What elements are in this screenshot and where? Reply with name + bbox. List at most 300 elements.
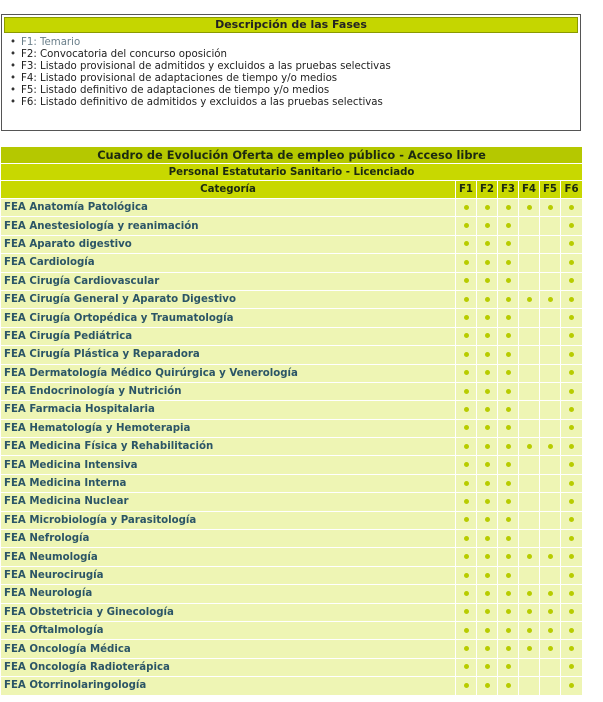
phase-cell-f4 [519,676,540,694]
phase-cell-f5 [540,676,561,694]
phase-cell-f1 [456,253,477,271]
phase-dot-icon [506,609,511,614]
category-link[interactable]: FEA Medicina Física y Rehabilitación [1,437,456,455]
category-link[interactable]: FEA Cirugía Plástica y Reparadora [1,345,456,363]
phase-dot-icon [569,683,574,688]
phase-cell-f5 [540,492,561,510]
phase-empty-icon [527,481,532,486]
phase-dot-icon [506,591,511,596]
phase-empty-icon [527,407,532,412]
phase-dot-icon [485,425,490,430]
phase-dot-icon [506,481,511,486]
category-link[interactable]: FEA Neumología [1,547,456,565]
phase-cell-f3 [498,529,519,547]
phase-dot-icon [506,241,511,246]
phase-cell-f2 [477,419,498,437]
category-link[interactable]: FEA Neurología [1,584,456,602]
phase-dot-icon [569,517,574,522]
phase-dot-icon [569,352,574,357]
phase-cell-f4 [519,345,540,363]
table-row [1,455,582,473]
category-link[interactable]: FEA Microbiología y Parasitología [1,511,456,529]
bullet-icon: • [10,61,17,72]
table-row [1,272,582,290]
phase-cell-f2 [477,253,498,271]
phase-cell-f2 [477,529,498,547]
phase-cell-f2 [477,327,498,345]
category-link[interactable]: FEA Oftalmología [1,621,456,639]
phase-dot-icon [464,241,469,246]
column-header-f2: F2 [477,181,498,198]
phase-cell-f5 [540,455,561,473]
phase-cell-f5 [540,474,561,492]
phase-dot-icon [485,333,490,338]
phase-cell-f3 [498,327,519,345]
phase-cell-f2 [477,639,498,657]
phase-cell-f2 [477,345,498,363]
phase-dot-icon [464,223,469,228]
phase-cell-f5 [540,419,561,437]
phase-dot-icon [506,517,511,522]
column-header-category: Categoría [1,181,456,198]
phase-dot-icon [464,297,469,302]
phase-empty-icon [548,223,553,228]
phase-cell-f4 [519,290,540,308]
phase-dot-icon [548,628,553,633]
phase-empty-icon [548,407,553,412]
phase-cell-f6 [561,474,582,492]
phase-cell-f6 [561,529,582,547]
phase-dot-icon [548,554,553,559]
phase-cell-f6 [561,364,582,382]
phase-cell-f6 [561,437,582,455]
phase-dot-icon [569,205,574,210]
phase-cell-f4 [519,621,540,639]
category-link[interactable]: FEA Anatomía Patológica [1,198,456,216]
phase-cell-f4 [519,198,540,216]
phase-cell-f2 [477,272,498,290]
phase-dot-icon [569,260,574,265]
phase-cell-f3 [498,216,519,234]
phase-cell-f2 [477,400,498,418]
phase-cell-f4 [519,253,540,271]
phase-dot-icon [527,628,532,633]
phase-cell-f2 [477,437,498,455]
phase-dot-icon [464,278,469,283]
phase-dot-icon [569,444,574,449]
phase-cell-f1 [456,216,477,234]
phase-cell-f2 [477,676,498,694]
category-link[interactable]: FEA Obstetricia y Ginecología [1,603,456,621]
phase-empty-icon [527,278,532,283]
table-row [1,639,582,657]
phase-cell-f5 [540,566,561,584]
phase-cell-f5 [540,400,561,418]
phase-cell-f1 [456,639,477,657]
table-row [1,603,582,621]
phase-cell-f3 [498,547,519,565]
phase-cell-f3 [498,400,519,418]
phase-dot-icon [569,481,574,486]
phase-dot-icon [464,628,469,633]
phase-cell-f1 [456,419,477,437]
phase-cell-f5 [540,235,561,253]
phase-dot-icon [464,499,469,504]
phase-empty-icon [527,352,532,357]
phase-empty-icon [548,352,553,357]
category-link[interactable]: FEA Oncología Radioterápica [1,658,456,676]
phase-dot-icon [485,297,490,302]
phase-cell-f5 [540,658,561,676]
phase-empty-icon [527,462,532,467]
table-row [1,529,582,547]
phase-empty-icon [527,536,532,541]
phase-cell-f6 [561,603,582,621]
phase-cell-f4 [519,419,540,437]
table-subtitle: Personal Estatutario Sanitario - Licenciado [1,164,582,181]
phase-dot-icon [569,297,574,302]
phase-cell-f4 [519,511,540,529]
phase-cell-f6 [561,547,582,565]
phase-cell-f2 [477,382,498,400]
phase-dot-icon [506,297,511,302]
phase-dot-icon [569,536,574,541]
phase-cell-f3 [498,308,519,326]
table-row [1,492,582,510]
phase-empty-icon [548,462,553,467]
phase-cell-f1 [456,584,477,602]
phase-cell-f1 [456,511,477,529]
phase-dot-icon [485,407,490,412]
phase-cell-f6 [561,382,582,400]
table-row [1,345,582,363]
table-body [1,198,582,695]
phase-cell-f2 [477,547,498,565]
category-link[interactable]: FEA Cirugía General y Aparato Digestivo [1,290,456,308]
phase-dot-icon [569,646,574,651]
phase-cell-f1 [456,235,477,253]
phase-item: • F3: Listado provisional de admitidos y excluidos a las pruebas selectivas [10,61,391,72]
phase-dot-icon [569,223,574,228]
phase-dot-icon [464,683,469,688]
phase-cell-f3 [498,455,519,473]
phase-dot-icon [485,664,490,669]
phase-empty-icon [527,425,532,430]
phase-cell-f3 [498,345,519,363]
phase-cell-f6 [561,345,582,363]
phase-cell-f6 [561,455,582,473]
phase-dot-icon [485,223,490,228]
phase-cell-f5 [540,603,561,621]
phase-cell-f5 [540,547,561,565]
phase-dot-icon [506,664,511,669]
phase-empty-icon [548,241,553,246]
category-link[interactable]: FEA Cirugía Cardiovascular [1,272,456,290]
phase-dot-icon [464,205,469,210]
phase-cell-f6 [561,676,582,694]
phase-cell-f3 [498,382,519,400]
phase-cell-f2 [477,290,498,308]
phase-dot-icon [569,370,574,375]
phase-dot-icon [527,554,532,559]
phase-dot-icon [506,646,511,651]
phase-dot-icon [485,683,490,688]
phase-cell-f5 [540,290,561,308]
table-row [1,235,582,253]
phase-empty-icon [527,315,532,320]
phase-cell-f5 [540,198,561,216]
phase-cell-f4 [519,529,540,547]
phase-dot-icon [548,205,553,210]
table-row [1,584,582,602]
phase-cell-f1 [456,566,477,584]
phase-dot-icon [527,297,532,302]
phase-empty-icon [527,333,532,338]
phase-cell-f3 [498,235,519,253]
table-row [1,474,582,492]
phase-dot-icon [464,370,469,375]
phase-cell-f6 [561,327,582,345]
phase-cell-f6 [561,584,582,602]
phase-dot-icon [548,591,553,596]
phase-cell-f5 [540,345,561,363]
phase-cell-f3 [498,511,519,529]
phase-dot-icon [527,609,532,614]
evolution-table [1,147,582,695]
phase-cell-f1 [456,658,477,676]
phase-dot-icon [464,333,469,338]
phase-cell-f3 [498,621,519,639]
table-row [1,437,582,455]
column-header-f6: F6 [561,181,582,198]
phase-cell-f4 [519,327,540,345]
phase-cell-f3 [498,290,519,308]
phase-cell-f2 [477,235,498,253]
phase-cell-f3 [498,566,519,584]
phase-dot-icon [569,407,574,412]
phase-cell-f1 [456,603,477,621]
phase-dot-icon [506,628,511,633]
table-row [1,511,582,529]
phase-cell-f4 [519,474,540,492]
category-link[interactable]: FEA Hematología y Hemoterapia [1,419,456,437]
phase-cell-f6 [561,308,582,326]
phase-dot-icon [464,425,469,430]
phase-dot-icon [485,315,490,320]
category-link[interactable]: FEA Oncología Médica [1,639,456,657]
phase-empty-icon [548,278,553,283]
phase-item: • F6: Listado definitivo de admitidos y excluidos a las pruebas selectivas [10,97,383,108]
phase-dot-icon [506,425,511,430]
phase-cell-f6 [561,658,582,676]
phase-dot-icon [569,462,574,467]
phase-empty-icon [548,481,553,486]
category-link[interactable]: FEA Medicina Nuclear [1,492,456,510]
category-link[interactable]: FEA Dermatología Médico Quirúrgica y Venerología [1,364,456,382]
phase-dot-icon [569,315,574,320]
phase-cell-f2 [477,308,498,326]
phase-item: • F1: Temario [10,37,81,48]
phase-cell-f1 [456,290,477,308]
phase-dot-icon [464,609,469,614]
table-row [1,400,582,418]
phase-cell-f5 [540,272,561,290]
table-row [1,364,582,382]
phase-dot-icon [485,205,490,210]
phase-dot-icon [485,517,490,522]
phase-dot-icon [464,260,469,265]
bullet-icon: • [10,49,17,60]
phase-empty-icon [527,260,532,265]
phase-empty-icon [527,223,532,228]
phase-dot-icon [506,499,511,504]
phase-dot-icon [464,315,469,320]
category-link[interactable]: FEA Endocrinología y Nutrición [1,382,456,400]
phase-empty-icon [548,517,553,522]
phase-cell-f6 [561,492,582,510]
phase-dot-icon [464,352,469,357]
phase-cell-f4 [519,658,540,676]
table-row [1,253,582,271]
phase-dot-icon [464,646,469,651]
phase-dot-icon [506,278,511,283]
phase-dot-icon [485,444,490,449]
phase-cell-f1 [456,676,477,694]
phase-empty-icon [548,683,553,688]
phase-dot-icon [548,646,553,651]
phase-cell-f4 [519,437,540,455]
table-row [1,308,582,326]
phase-item: • F5: Listado definitivo de adaptaciones de tiempo y/o medios [10,85,330,96]
table-row [1,327,582,345]
phase-dot-icon [464,573,469,578]
category-link[interactable]: FEA Farmacia Hospitalaria [1,400,456,418]
phase-cell-f1 [456,437,477,455]
phase-empty-icon [527,499,532,504]
column-header-f3: F3 [498,181,519,198]
phase-cell-f1 [456,474,477,492]
phase-cell-f4 [519,566,540,584]
column-header-f1: F1 [456,181,477,198]
table-row [1,566,582,584]
table-row [1,290,582,308]
phase-cell-f4 [519,639,540,657]
phase-cell-f3 [498,437,519,455]
phase-cell-f6 [561,198,582,216]
phase-dot-icon [485,628,490,633]
phase-cell-f2 [477,566,498,584]
phase-cell-f5 [540,216,561,234]
phase-dot-icon [569,499,574,504]
phase-dot-icon [569,241,574,246]
phase-cell-f4 [519,584,540,602]
phase-empty-icon [548,425,553,430]
column-header-f4: F4 [519,181,540,198]
category-link[interactable]: FEA Aparato digestivo [1,235,456,253]
phase-cell-f4 [519,547,540,565]
table-row [1,382,582,400]
phase-cell-f2 [477,584,498,602]
phase-dot-icon [464,591,469,596]
phase-cell-f4 [519,603,540,621]
phase-dot-icon [569,554,574,559]
phase-dot-icon [506,315,511,320]
phase-cell-f6 [561,419,582,437]
phases-list [2,37,580,109]
category-link[interactable]: FEA Cirugía Pediátrica [1,327,456,345]
phase-cell-f2 [477,492,498,510]
category-link[interactable]: FEA Anestesiología y reanimación [1,216,456,234]
phase-cell-f4 [519,455,540,473]
phase-cell-f1 [456,308,477,326]
phase-dot-icon [506,407,511,412]
phase-dot-icon [485,241,490,246]
phase-cell-f2 [477,511,498,529]
category-link[interactable]: FEA Medicina Intensiva [1,455,456,473]
phase-dot-icon [506,370,511,375]
bullet-icon: • [10,73,17,84]
phase-cell-f3 [498,584,519,602]
phase-empty-icon [548,536,553,541]
phase-cell-f2 [477,658,498,676]
category-link[interactable]: FEA Medicina Interna [1,474,456,492]
phase-cell-f4 [519,216,540,234]
phase-cell-f1 [456,198,477,216]
phase-cell-f4 [519,364,540,382]
category-link[interactable]: FEA Otorrinolaringología [1,676,456,694]
phase-cell-f1 [456,400,477,418]
phase-dot-icon [506,389,511,394]
phase-empty-icon [527,389,532,394]
category-link[interactable]: FEA Nefrología [1,529,456,547]
table-row [1,198,582,216]
phase-cell-f6 [561,216,582,234]
table-row [1,216,582,234]
phase-dot-icon [485,499,490,504]
category-link[interactable]: FEA Cirugía Ortopédica y Traumatología [1,308,456,326]
phase-cell-f3 [498,474,519,492]
phase-cell-f6 [561,253,582,271]
bullet-icon: • [10,37,17,48]
phase-dot-icon [506,462,511,467]
phase-dot-icon [548,297,553,302]
phase-cell-f5 [540,382,561,400]
phase-cell-f4 [519,308,540,326]
phase-cell-f1 [456,327,477,345]
phase-empty-icon [527,241,532,246]
phase-empty-icon [548,499,553,504]
phase-dot-icon [506,573,511,578]
phase-cell-f2 [477,364,498,382]
phase-cell-f2 [477,216,498,234]
phase-cell-f5 [540,437,561,455]
phase-cell-f4 [519,400,540,418]
phases-description-panel [1,14,581,131]
table-row [1,547,582,565]
category-link[interactable]: FEA Neurocirugía [1,566,456,584]
phase-cell-f1 [456,492,477,510]
phase-dot-icon [485,260,490,265]
phase-item: • F4: Listado provisional de adaptaciones de tiempo y/o medios [10,73,338,84]
phase-dot-icon [569,278,574,283]
phase-cell-f4 [519,272,540,290]
phase-cell-f2 [477,455,498,473]
phase-empty-icon [527,683,532,688]
category-link[interactable]: FEA Cardiología [1,253,456,271]
phase-dot-icon [485,573,490,578]
phase-cell-f1 [456,345,477,363]
phase-cell-f5 [540,639,561,657]
